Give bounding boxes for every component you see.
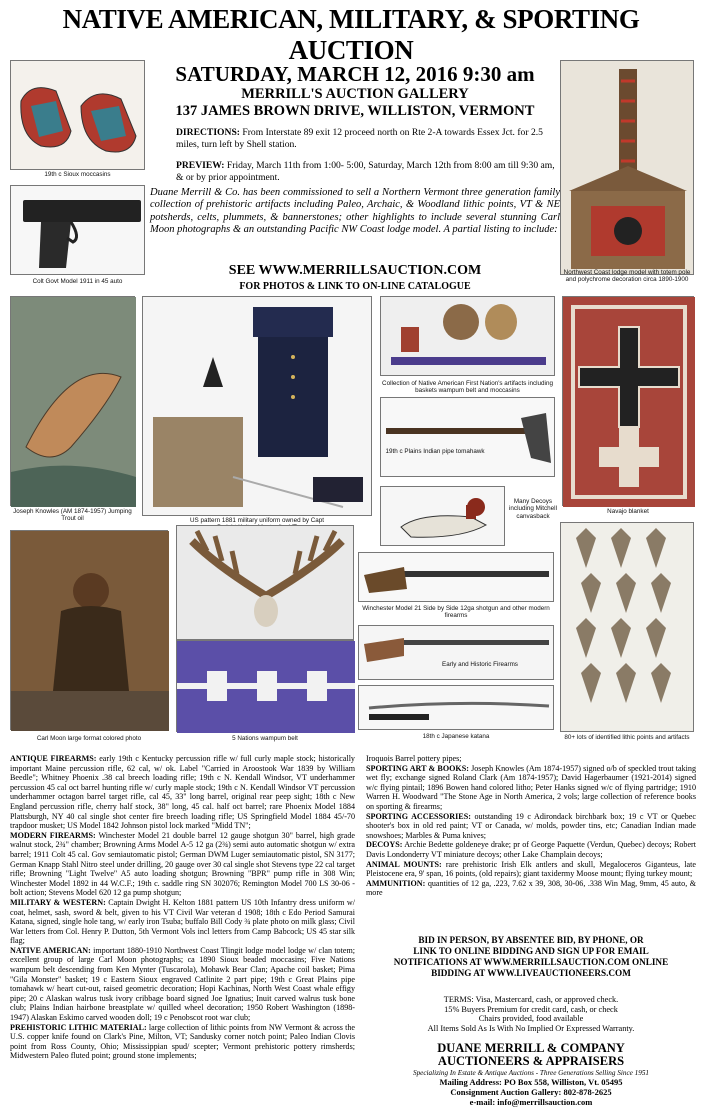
company-line-1: DUANE MERRILL & COMPANY bbox=[437, 1041, 625, 1055]
native-text: important 1880-1910 Northwest Coast Tlingit lodge model lodge w/ clan totem; excellent group of large Carl Moon photographs; ca 1890 Sioux beaded moccasins; Five Nations wampum belt descending from Ken Mynter (Tuscarola), Mohawk Bear Clan; Apache coil basket; Pima "Gila Monster" basket; 19 c Eastern Sioux engraved Catlinite 2 part pipe; 19th c Great Plains pipe tomahawk w/ heart cut-out, raised geometric decoration; Hopi Kachinas, North West Coast whale effigy pipe; 20 c Alaskan walrus tusk ivory cribbage board signed Joe Ignatius; Inuit carved walrus tusk bone club; Plains Indian hairbone breastplate w/ quilled wheel decoration; 1950 Robert Washington (1898- 1947) Alaskan Eskimo carved wooden doll; 19 c Penobscot root war club; bbox=[10, 945, 355, 1023]
mounts-text: rare prehistoric Irish Elk antlers and skull, Megaloceros Giganteus, late Pleistocene era, 9' span, 16 points, (old repairs); giant taxidermy Moose mount; flying turkey mount; bbox=[366, 859, 696, 879]
intro-paragraph: Duane Merrill & Co. has been commissioned to sell a Northern Vermont three generation family collection of prehistoric artifacts including Paleo, Archaic, & Woodland lithic points, VT & NE potsherds, celts, plummets, & bannerstones; other highlights to include several stunning Carl Moon photographs & an outstanding Pacific NW Coast lodge model. A partial listing to include: bbox=[150, 187, 560, 235]
listing-right-column bbox=[366, 754, 696, 898]
artifacts-caption: Collection of Native American First Nation's artifacts including baskets wampum belt and moccasins bbox=[382, 380, 553, 395]
bidding-line-4[interactable]: BIDDING AT WWW.LIVEAUCTIONEERS.COM bbox=[431, 968, 631, 978]
elk-antlers-photo bbox=[176, 525, 354, 640]
carl-moon-photo bbox=[10, 530, 168, 730]
tomahawk-caption: 19th c Plains Indian pipe tomahawk bbox=[385, 448, 485, 455]
modern-text: Winchester Model 21 double barrel 12 gauge shotgun 30" barrel, high grade walnut stock, 2¾" chamber; Browning Arms Model A-5 12 ga (2¾) semi auto automatic shotgun w/ extra barrel; 1911 Colt 45 cal. Gov semiautomatic pistol; German DWM Luger semiautomatic pistol, SN 3177; German Knapp Stahl Nitro steel under drilling, 20 gauge over 30 cal single shot Stevens type 22 cal target rifle; Browning "Light Twelve" A5 auto loading shotgun; Browning "BPR" pump rifle in 308 Win; Winchester Model 1892 in 44 W.C.F.; 19th c. saddle ring SN 302076; Remington Model 700 LS 30-06 - bolt action; Stevens Model 620 12 ga pump shotgun; bbox=[10, 830, 355, 898]
uniform-photo bbox=[142, 296, 372, 516]
tomahawk-photo bbox=[380, 397, 555, 477]
military-label: MILITARY & WESTERN: bbox=[10, 897, 106, 907]
wampum-caption: 5 Nations wampum belt bbox=[232, 735, 298, 742]
bidding-line-1: BID IN PERSON, BY ABSENTEE BID, BY PHONE, OR bbox=[418, 935, 644, 945]
lodge-model-photo bbox=[560, 60, 694, 275]
accessories-text: outstanding 19 c Adirondack birchbark box; 19 c VT or Quebec shooter's box in old red paint; VT or Canada, w/ molds, powder tins, etc; Canadian Indian made snowshoes; Marbles & Puma knives; bbox=[366, 811, 696, 840]
ammo-label: AMMUNITION: bbox=[366, 878, 426, 888]
blanket-caption: Navajo blanket bbox=[607, 508, 649, 515]
gallery-phone: Consignment Auction Gallery: 802-878-2625 bbox=[450, 1087, 612, 1097]
wampum-illustration bbox=[177, 641, 355, 733]
moon-illustration bbox=[11, 531, 169, 731]
lodge-caption: Northwest Coast lodge model with totem pole and polychrome decoration circa 1890-1900 bbox=[563, 269, 691, 284]
sporting-text: Joseph Knowles (Am 1874-1957) signed o/b of speckled trout taking wet fly; exchange signed Roland Clark (Am 1874-1957); David Hagerbaumer (1921-2014) signed w/c flying pintail; 1896 Bowen hand colored litho; Peter Hanks signed w/c of flying partridge; 1910 Warren H. Woodward "The Stone Age in North America, 2 vols; large collection of reference books on sporting & firearms; bbox=[366, 763, 697, 811]
bidding-line-3[interactable]: NOTIFICATIONS AT WWW.MERRILLSAUCTION.COM ONLINE bbox=[393, 957, 669, 967]
bidding-line-2: LINK TO ONLINE BIDDING AND SIGN UP FOR EMAIL bbox=[413, 946, 649, 956]
listing-left-column bbox=[10, 754, 355, 1061]
decoys-caption: Many Decoys including Mitchell canvasback bbox=[509, 498, 557, 520]
ammo-text: quantities of 12 ga, .223, 7.62 x 39, 308, 30-06, .338 Win Mag, 9mm, 45 auto, & more bbox=[366, 878, 696, 898]
moccasins-caption: 19th c Sioux moccasins bbox=[44, 171, 111, 178]
directions-text: From Interstate 89 exit 12 proceed north on Rte 2-A towards Essex Jct. for 2.5 miles, turn left by Shell station. bbox=[176, 127, 543, 150]
blanket-illustration bbox=[563, 297, 695, 507]
decoy-illustration bbox=[381, 487, 506, 547]
uniform-illustration bbox=[143, 297, 373, 517]
mounts-label: ANIMAL MOUNTS: bbox=[366, 859, 442, 869]
winchester-caption: Winchester Model 21 Side by Side 12ga shotgun and other modern firearms bbox=[362, 605, 550, 620]
katana-illustration bbox=[359, 686, 555, 731]
winchester-illustration bbox=[359, 553, 555, 603]
uniform-caption: US pattern 1881 military uniform owned by Capt bbox=[189, 517, 325, 524]
pistol-caption: Colt Govt Model 1911 in 45 auto bbox=[32, 278, 123, 285]
moccasins-illustration bbox=[11, 61, 146, 171]
trout-caption: Joseph Knowles (AM 1874-1957) Jumping Trout oil bbox=[13, 508, 132, 523]
early-firearms-illustration bbox=[359, 626, 555, 681]
mailing-address: Mailing Address: PO Box 558, Williston, Vt. 05495 bbox=[439, 1077, 623, 1087]
artifacts-illustration bbox=[381, 297, 556, 377]
early-firearms-caption: Early and Historic Firearms bbox=[442, 661, 518, 668]
lithic-text: large collection of lithic points from NW Vermont & across the U.S. copper knife found on Clark's Pine, Milton, VT; Sandusky corner notch point; Paleo Indian Clovis point from Ross County, Ohio; Mississippian spud/ scepter; Vermont prehistoric pottery rimsherds; Midwestern Paleo fluted point; ground stone implements; bbox=[10, 1022, 355, 1061]
terms-line-1: TERMS: Visa, Mastercard, cash, or approved check. bbox=[443, 995, 619, 1004]
email-address[interactable]: e-mail: info@merrillsauction.com bbox=[469, 1097, 593, 1107]
website-subtitle: FOR PHOTOS & LINK TO ON-LINE CATALOGUE bbox=[239, 281, 471, 292]
military-text: Captain Dwight H. Kelton 1881 pattern US 10th Infantry dress uniform w/ coat, helmet, sash, sword & belt, given to his VT Civil War veteran d 1908; 18th c Edo Period Samurai Katana, signed, single hole tang, w/ early iron Tsuba; buffalo Bill Cody ¾ plate photo on milk glass; Civil War letters from Col. Henry P. Dutton, 5th Vermont Vols incl letters from Camp Babcock; US 45 star silk flag; bbox=[10, 897, 355, 946]
contact-info bbox=[366, 1077, 696, 1107]
venue-address: 137 JAMES BROWN DRIVE, WILLISTON, VERMONT bbox=[175, 103, 535, 119]
lithics-caption: 80+ lots of identified lithic points and artifacts bbox=[564, 734, 690, 741]
directions bbox=[176, 127, 556, 150]
directions-label: DIRECTIONS: bbox=[176, 127, 240, 138]
lithics-illustration bbox=[561, 523, 695, 733]
katana-photo bbox=[358, 685, 554, 730]
accessories-label: SPORTING ACCESSORIES: bbox=[366, 811, 471, 821]
moon-caption: Carl Moon large format colored photo bbox=[36, 735, 142, 742]
decoys-label: DECOYS: bbox=[366, 840, 403, 850]
wampum-belt-photo bbox=[176, 640, 354, 732]
preview-text: Friday, March 11th from 1:00- 5:00, Saturday, March 12th from 8:00 am till 9:30 am, & or by prior appointment. bbox=[176, 160, 555, 183]
pistol-photo bbox=[10, 185, 145, 275]
company-line-2: AUCTIONEERS & APPRAISERS bbox=[437, 1054, 625, 1068]
terms-line-3: Chairs provided, food available bbox=[478, 1014, 584, 1024]
tomahawk-illustration bbox=[381, 398, 556, 478]
trout-illustration bbox=[11, 297, 136, 507]
page-title: NATIVE AMERICAN, MILITARY, & SPORTING AUCTION bbox=[62, 4, 640, 65]
preview-label: PREVIEW: bbox=[176, 160, 225, 171]
native-label: NATIVE AMERICAN: bbox=[10, 945, 91, 955]
bidding-info bbox=[366, 935, 696, 979]
modern-label: MODERN FIREARMS: bbox=[10, 830, 96, 840]
antique-label: ANTIQUE FIREARMS: bbox=[10, 754, 97, 763]
katana-caption: 18th c Japanese katana bbox=[422, 733, 490, 740]
preview bbox=[176, 160, 556, 183]
lithic-points-photo bbox=[560, 522, 694, 732]
sporting-label: SPORTING ART & BOOKS: bbox=[366, 763, 469, 773]
venue-name: MERRILL'S AUCTION GALLERY bbox=[241, 86, 469, 102]
company-name bbox=[366, 1042, 696, 1068]
early-firearms-photo bbox=[358, 625, 554, 680]
antique-text: early 19th c Kentucky percussion rifle w/ full curly maple stock; historically important Maine percussion rifle, 62 cal, w/ ok. Label "Carried in Aroostook War 1839 by William Beedle"; Whitney Phoenix .38 cal breech loading rifle; 19th c N. Kendall Windsor, VT underhammer percussion 45 cal oct barrel hunting rifle w/ curly maple stock; 19th c N. Kendall Windsor VT percussion underhammer octagon barrel target rifle, cal 45, 33" long barrel, original rear peep sight; 18th c New England percussion rifle, cherry half stock, 38" long, 45 cal. half oct barrel; rare Phoenix Model 1884 Plattsburgh, NY 40 cal single shot center fire breech loading rifle; US Springfield Model 1884 45/-70 trapdoor musket; US Model 1842 Johnson pistol lock marked "Midd TN"; bbox=[10, 754, 355, 831]
iroquois-text: Iroquois Barrel pottery pipes; bbox=[366, 754, 462, 763]
elk-illustration bbox=[177, 526, 355, 641]
moccasins-photo bbox=[10, 60, 145, 170]
company-tagline: Specializing In Estate & Antique Auctions - Three Generations Selling Since 1951 bbox=[412, 1069, 650, 1077]
artifacts-photo bbox=[380, 296, 555, 376]
terms-line-2: 15% Buyers Premium for credit card, cash, or check bbox=[444, 1004, 618, 1014]
navajo-blanket-photo bbox=[562, 296, 694, 506]
winchester-photo bbox=[358, 552, 554, 602]
trout-painting-photo bbox=[10, 296, 135, 506]
decoys-text: Archie Bedette goldeneye drake; pr of George Paquette (Verdun, Quebec) decoys; Robert Davis Londonderry VT miniature decoys; other Lake Champlain decoys; bbox=[366, 840, 696, 859]
decoys-photo bbox=[380, 486, 505, 546]
auction-date: SATURDAY, MARCH 12, 2016 9:30 am bbox=[175, 62, 535, 86]
lithic-label: PREHISTORIC LITHIC MATERIAL: bbox=[10, 1022, 147, 1032]
terms-line-4: All Items Sold As Is With No Implied Or Expressed Warranty. bbox=[427, 1023, 635, 1033]
pistol-illustration bbox=[11, 186, 146, 276]
website-link[interactable]: SEE WWW.MERRILLSAUCTION.COM bbox=[228, 263, 482, 278]
lodge-illustration bbox=[561, 61, 695, 276]
terms bbox=[366, 995, 696, 1033]
